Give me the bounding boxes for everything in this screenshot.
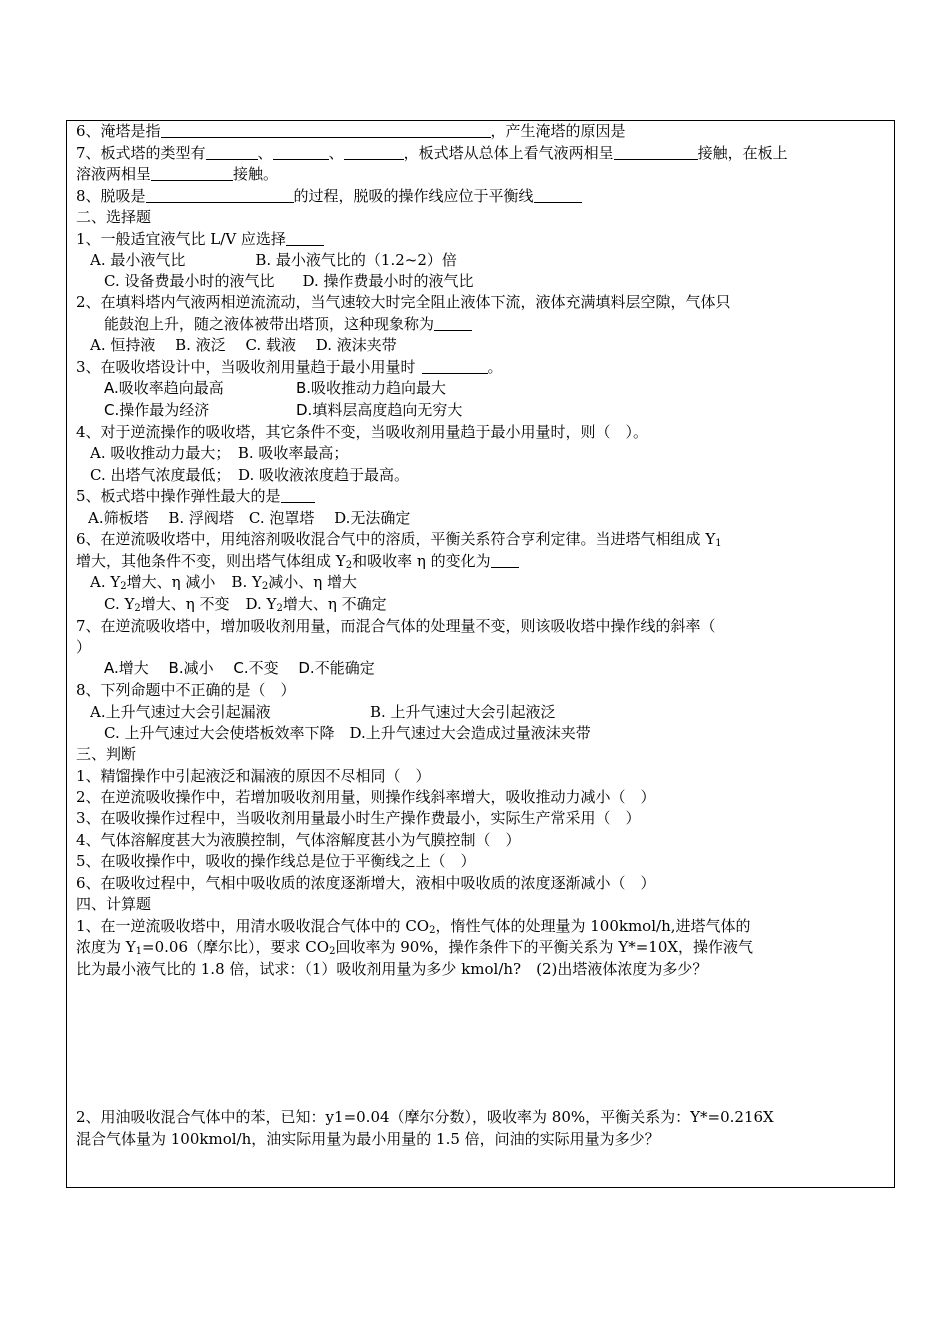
choice-options: C.操作最为经济 D.填料层高度趋向无穷大 [104, 401, 463, 419]
answer-blank[interactable] [422, 358, 488, 374]
judgement-item: 2、在逆流吸收操作中，若增加吸收剂用量，则操作线斜率增大，吸收推动力减小（ ） [76, 788, 656, 806]
choice-question-1: 1、一般适宜液气比 L/V 应选择 [76, 229, 890, 250]
section-heading-judgement: 三、判断 [76, 745, 137, 763]
calc-problem-2-cont: 混合气体量为 100kmol/h，油实际用量为最小用量的 1.5 倍，问油的实际用量为多少？ [76, 1130, 660, 1148]
calc-problem-2: 2、用油吸收混合气体中的苯，已知：y1=0.04（摩尔分数），吸收率为 80%，平衡关系为：Y*=0.216X [76, 1108, 774, 1126]
choice-question-6: 6、在逆流吸收塔中，用纯溶剂吸收混合气中的溶质，平衡关系符合亨利定律。当进塔气相组成 $Y_1$ [76, 530, 722, 549]
answer-blank[interactable] [534, 187, 582, 203]
choice-question-5: 5、板式塔中操作弹性最大的是 [76, 486, 890, 507]
answer-blank[interactable] [206, 144, 258, 160]
calc-problem-1-cont: 比为最小液气比的 1.8 倍，试求：（1）吸收剂用量为多少 kmol/h? (2)出塔液体浓度为多少？ [76, 960, 708, 978]
choice-options: C. 上升气速过大会使塔板效率下降 D.上升气速过大会造成过量液沫夹带 [104, 724, 591, 742]
choice-question-8: 8、下列命题中不正确的是（ ） [76, 681, 296, 699]
choice-options: C. $Y_2$增大、η 不变 D. $Y_2$增大、η 不确定 [104, 595, 387, 614]
choice-options: A.筛板塔 B. 浮阀塔 C. 泡罩塔 D.无法确定 [88, 509, 411, 527]
choice-options: A. 恒持液 B. 液泛 C. 载液 D. 液沫夹带 [90, 336, 397, 354]
fill-question-7-cont: 溶液两相呈 接触。 [76, 165, 279, 183]
choice-options: A. 最小液气比 B. 最小液气比的（1.2~2）倍 [90, 251, 457, 269]
choice-question-3: 3、在吸收塔设计中，当吸收剂用量趋于最小用量时 。 [76, 358, 503, 376]
choice-options: A.增大 B.减小 C.不变 D.不能确定 [104, 659, 375, 677]
section-heading-choice: 二、选择题 [76, 208, 152, 226]
answer-blank[interactable] [273, 144, 329, 160]
answer-blank[interactable] [286, 230, 324, 246]
fill-question-7: 7、板式塔的类型有 、 、 ，板式塔从总体上看气液两相呈 接触，在板上 [76, 144, 788, 162]
calc-problem-1: 1、在一逆流吸收塔中，用清水吸收混合气体中的 $CO_2$，惰性气体的处理量为 100kmol/h,进塔气体的 [76, 917, 751, 936]
answer-blank[interactable] [161, 122, 491, 138]
choice-question-7-cont: ） [76, 638, 92, 656]
choice-options: A. $Y_2$增大、η 减小 B. $Y_2$减小、η 增大 [90, 573, 358, 592]
answer-blank[interactable] [151, 165, 233, 181]
choice-options: A. 吸收推动力最大； B. 吸收率最高； [90, 444, 349, 462]
answer-blank[interactable] [146, 187, 294, 203]
choice-options: C. 出塔气浓度最低； D. 吸收液浓度趋于最高。 [90, 466, 410, 484]
judgement-item: 6、在吸收过程中，气相中吸收质的浓度逐渐增大，液相中吸收质的浓度逐渐减小（ ） [76, 874, 656, 892]
judgement-item: 5、在吸收操作中，吸收的操作线总是位于平衡线之上（ ） [76, 852, 476, 870]
fill-question-6: 6、淹塔是指 ，产生淹塔的原因是 [76, 122, 626, 140]
choice-question-6-cont: 增大，其他条件不变，则出塔气体组成 $Y_2$和吸收率 η 的变化为 [76, 551, 890, 572]
answer-blank[interactable] [614, 144, 698, 160]
section-heading-calculation: 四、计算题 [76, 895, 152, 913]
calc-problem-1-cont: 浓度为 $Y_1=0.06$（摩尔比），要求 $CO_2$回收率为 90%，操作条件下的平衡关系为 Y*=10X，操作液气 [76, 938, 754, 957]
choice-options: A.上升气速过大会引起漏液 B. 上升气速过大会引起液泛 [90, 703, 556, 721]
judgement-item: 3、在吸收操作过程中，当吸收剂用量最小时生产操作费最小，实际生产常采用（ ） [76, 809, 641, 827]
answer-blank[interactable] [344, 144, 404, 160]
choice-question-2: 2、在填料塔内气液两相逆流流动，当气速较大时完全阻止液体下流，液体充满填料层空隙，气体只 [76, 293, 731, 311]
answer-blank[interactable] [281, 487, 315, 503]
choice-options: C. 设备费最小时的液气比 D. 操作费最小时的液气比 [104, 272, 474, 290]
choice-question-7: 7、在逆流吸收塔中，增加吸收剂用量，而混合气体的处理量不变，则该吸收塔中操作线的斜率（ [76, 617, 716, 635]
choice-options: A.吸收率趋向最高 B.吸收推动力趋向最大 [104, 379, 447, 397]
choice-question-4: 4、对于逆流操作的吸收塔，其它条件不变，当吸收剂用量趋于最小用量时，则（ ）。 [76, 423, 649, 441]
answer-blank[interactable] [434, 315, 472, 331]
judgement-item: 4、气体溶解度甚大为液膜控制，气体溶解度甚小为气膜控制（ ） [76, 831, 521, 849]
choice-question-2-cont: 能鼓泡上升，随之液体被带出塔顶，这种现象称为 [104, 314, 918, 335]
fill-question-8: 8、脱吸是 的过程，脱吸的操作线应位于平衡线 [76, 186, 890, 207]
judgement-item: 1、精馏操作中引起液泛和漏液的原因不尽相同（ ） [76, 767, 431, 785]
answer-blank[interactable] [491, 552, 519, 568]
